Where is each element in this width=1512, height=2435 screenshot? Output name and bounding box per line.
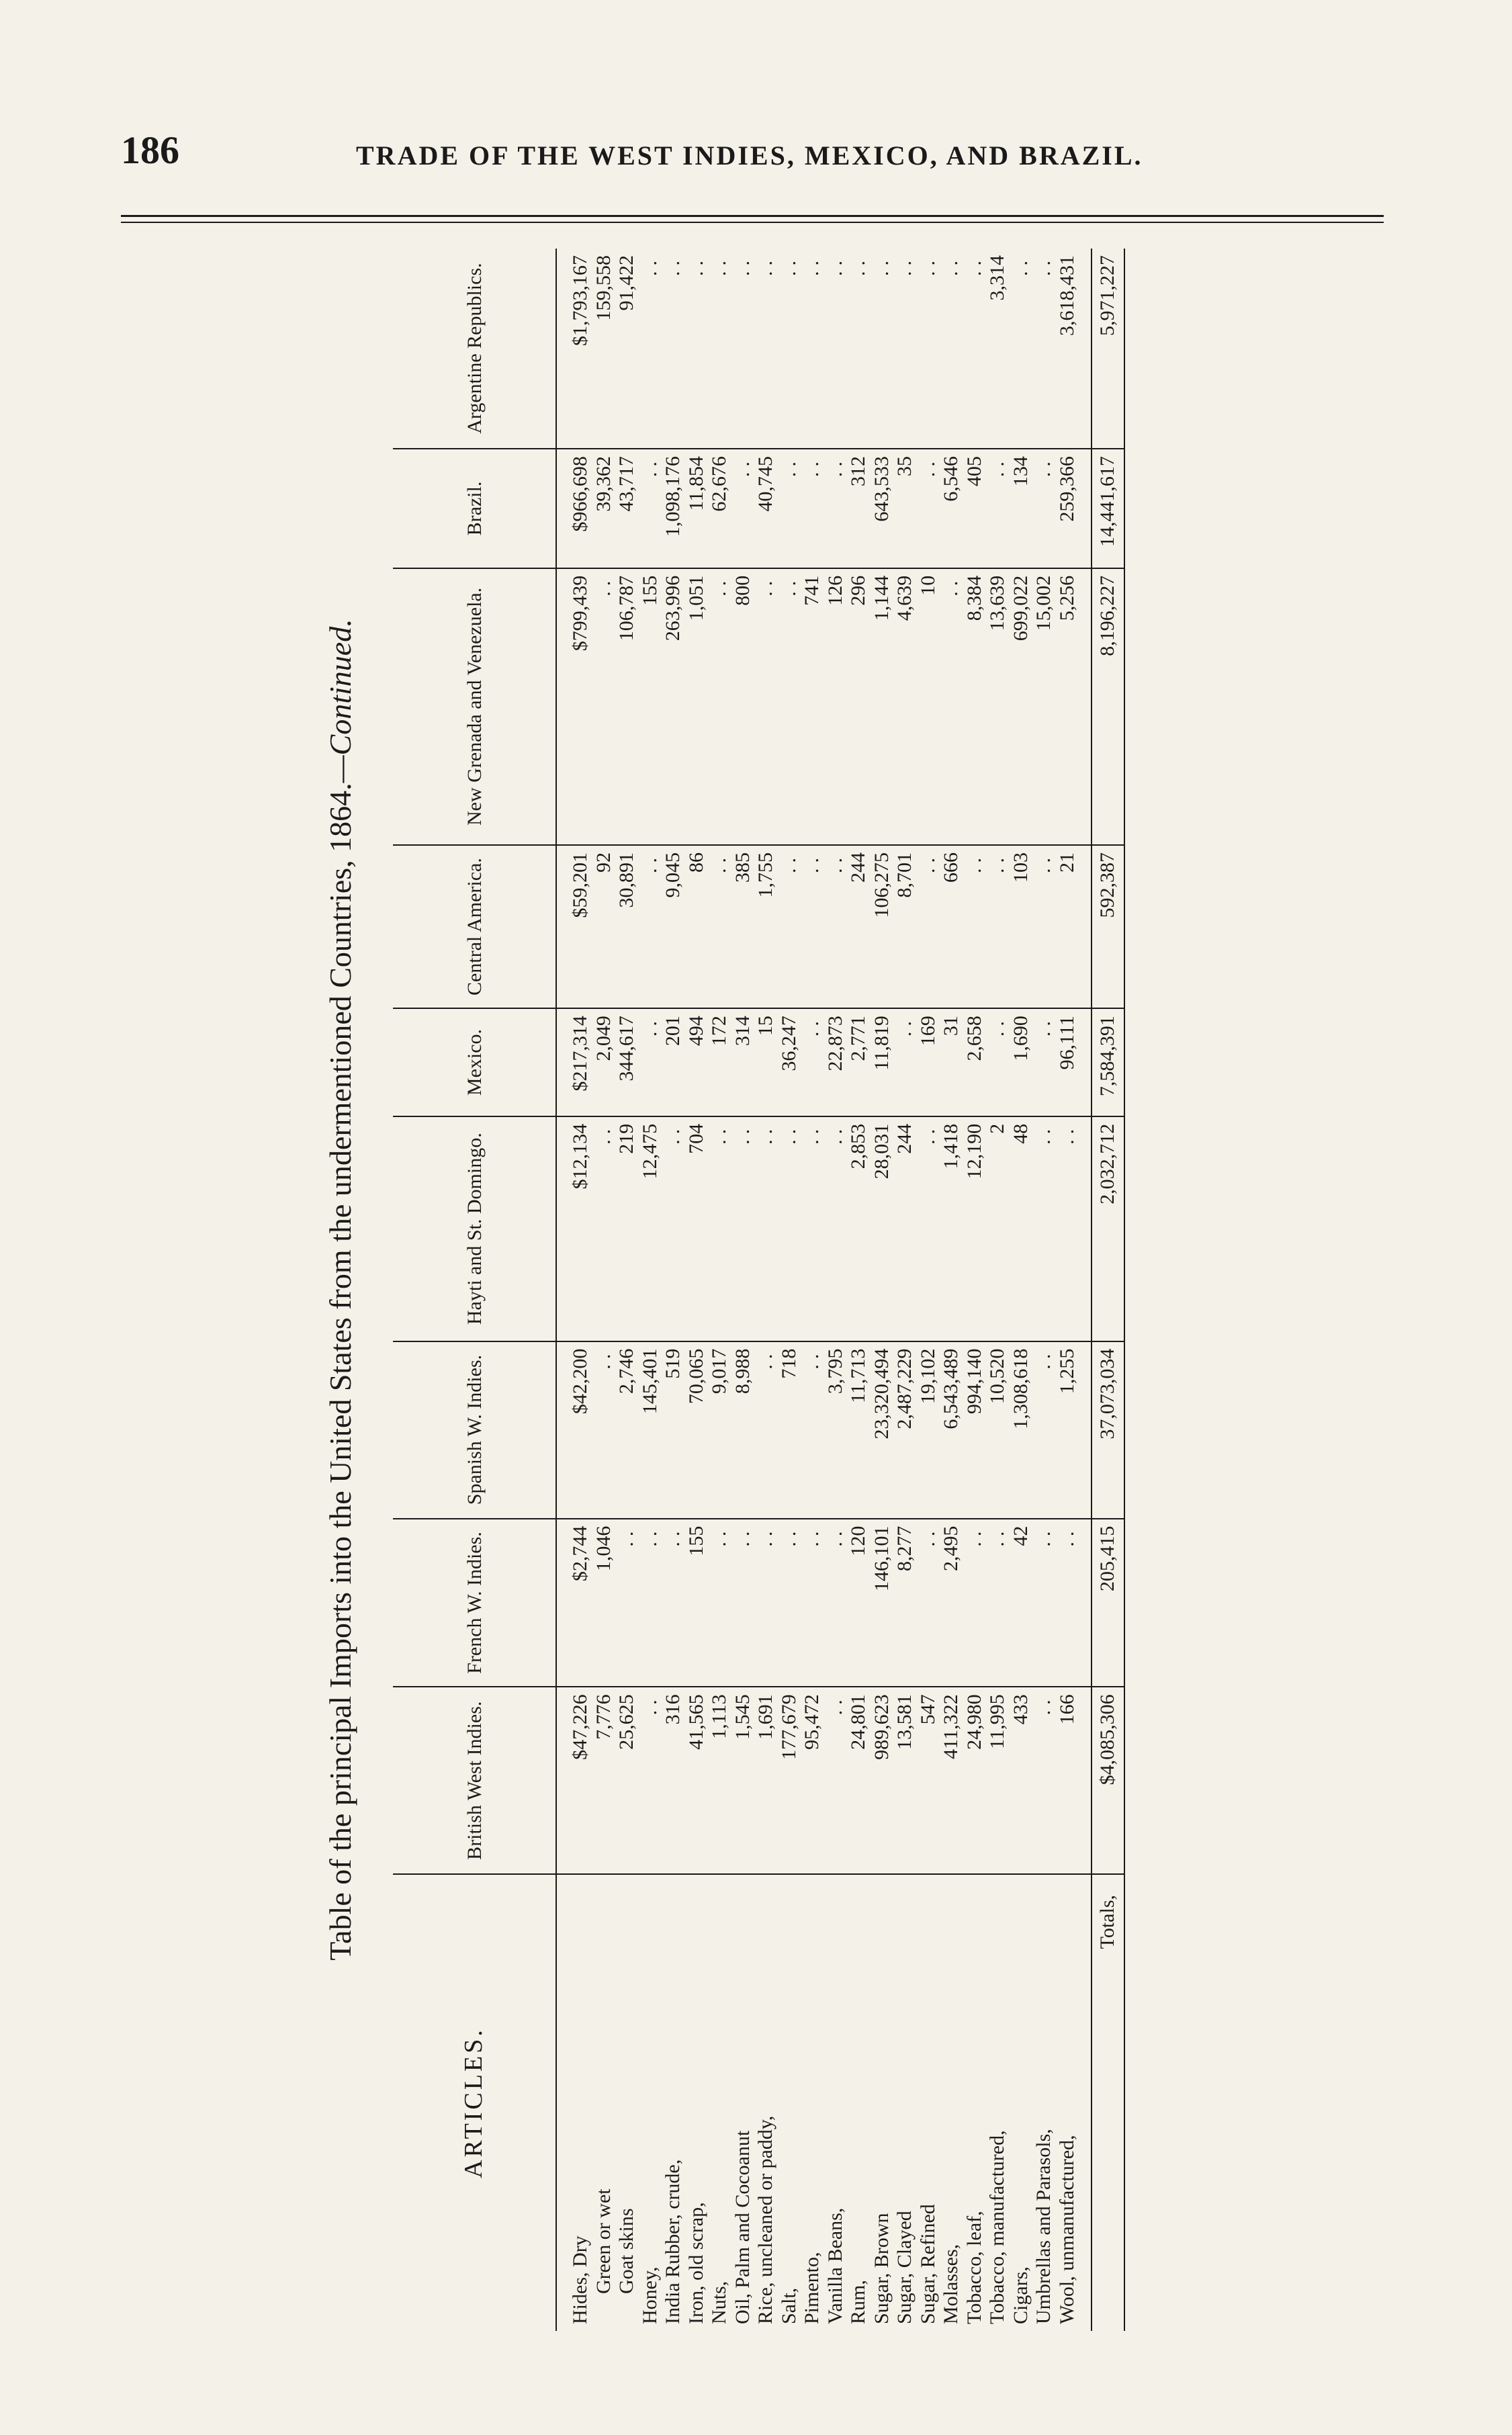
value-cell: ..: [847, 249, 871, 449]
value-cell: 40,745: [754, 449, 778, 568]
total-cell: 592,387: [1092, 845, 1124, 1008]
value-cell: 30,891: [615, 845, 639, 1008]
value-cell: 1,418: [940, 1116, 963, 1341]
value-cell: 1,255: [1056, 1341, 1092, 1519]
caption-main: Table of the principal Imports into the United States from the undermentioned Countries, 1864.: [323, 783, 357, 1961]
value-cell: 10,520: [986, 1341, 1010, 1519]
header-mexico: Mexico.: [393, 1008, 556, 1116]
value-cell: 6,543,489: [940, 1341, 963, 1519]
table-row: [940, 249, 963, 2331]
value-cell: ..: [592, 1116, 616, 1341]
value-cell: 433: [1010, 1687, 1033, 1874]
table-row: [708, 249, 731, 2331]
article-cell: Oil, Palm and Cocoanut: [731, 2130, 754, 2324]
value-cell: ..: [731, 1116, 755, 1341]
totals-row: [1092, 249, 1124, 2331]
value-cell: 12,475: [639, 1116, 662, 1341]
table-row: [754, 249, 778, 2331]
value-cell: $42,200: [556, 1341, 592, 1519]
table-row: [847, 249, 871, 2331]
value-cell: 24,801: [847, 1687, 871, 1874]
value-cell: ..: [871, 249, 894, 449]
value-cell: ..: [708, 1116, 731, 1341]
value-cell: ..: [1032, 1519, 1056, 1687]
value-cell: ..: [801, 1116, 824, 1341]
value-cell: 169: [917, 1008, 940, 1116]
value-cell: 91,422: [615, 249, 639, 449]
running-head: TRADE OF THE WEST INDIES, MEXICO, AND BRAZIL.: [356, 140, 1143, 171]
value-cell: 5,256: [1056, 568, 1092, 845]
value-cell: 643,533: [871, 449, 894, 568]
value-cell: 35: [893, 449, 917, 568]
value-cell: 43,717: [615, 449, 639, 568]
value-cell: 1,144: [871, 568, 894, 845]
value-cell: 1,690: [1010, 1008, 1033, 1116]
value-cell: ..: [754, 1519, 778, 1687]
value-cell: 2,049: [592, 1008, 616, 1116]
article-cell: Molasses,: [940, 2244, 962, 2324]
value-cell: 31: [940, 1008, 963, 1116]
value-cell: $217,314: [556, 1008, 592, 1116]
value-cell: 1,113: [708, 1687, 731, 1874]
article-cell: Iron, old scrap,: [684, 2202, 707, 2324]
value-cell: ..: [801, 1341, 824, 1519]
value-cell: 166: [1056, 1687, 1092, 1874]
article-cell: India Rubber, crude,: [662, 2159, 684, 2324]
value-cell: 11,713: [847, 1341, 871, 1519]
header-rule: [121, 215, 1384, 217]
article-cell: Honey,: [638, 2266, 661, 2324]
value-cell: 494: [685, 1008, 709, 1116]
value-cell: ..: [754, 249, 778, 449]
total-cell: 2,032,712: [1092, 1116, 1124, 1341]
value-cell: ..: [778, 1519, 801, 1687]
value-cell: 316: [662, 1687, 685, 1874]
value-cell: 989,623: [871, 1687, 894, 1874]
value-cell: ..: [662, 1519, 685, 1687]
rotated-content: [322, 249, 1236, 2331]
article-cell: Rice, uncleaned or paddy,: [754, 2115, 776, 2324]
value-cell: ..: [986, 1008, 1010, 1116]
value-cell: ..: [708, 249, 731, 449]
value-cell: ..: [1056, 1116, 1092, 1341]
value-cell: 10: [917, 568, 940, 845]
value-cell: 344,617: [615, 1008, 639, 1116]
value-cell: 3,618,431: [1056, 249, 1092, 449]
rotated-table-area: [322, 249, 1236, 2331]
header-spanish-west-indies: Spanish W. Indies.: [393, 1341, 556, 1519]
value-cell: 11,819: [871, 1008, 894, 1116]
value-cell: ..: [1032, 1341, 1056, 1519]
value-cell: 1,308,618: [1010, 1341, 1033, 1519]
value-cell: 13,639: [986, 568, 1010, 845]
table-caption: [322, 249, 358, 2331]
totals-label: Totals,: [1092, 1874, 1124, 2331]
value-cell: ..: [917, 449, 940, 568]
caption-continued: —Continued.: [323, 619, 357, 783]
header-central-america: Central America.: [393, 845, 556, 1008]
value-cell: $12,134: [556, 1116, 592, 1341]
value-cell: ..: [986, 845, 1010, 1008]
value-cell: $59,201: [556, 845, 592, 1008]
value-cell: 1,051: [685, 568, 709, 845]
value-cell: $1,793,167: [556, 249, 592, 449]
article-cell: Sugar, Refined: [916, 2204, 939, 2324]
table-row: [592, 249, 616, 2331]
value-cell: 120: [847, 1519, 871, 1687]
value-cell: 201: [662, 1008, 685, 1116]
table-row: [639, 249, 662, 2331]
article-cell: Vanilla Beans,: [824, 2207, 846, 2324]
value-cell: 4,639: [893, 568, 917, 845]
value-cell: 800: [731, 568, 755, 845]
value-cell: ..: [592, 1341, 616, 1519]
value-cell: 62,676: [708, 449, 731, 568]
article-cell: Tobacco, manufactured,: [986, 2130, 1008, 2324]
value-cell: ..: [754, 1341, 778, 1519]
value-cell: 994,140: [963, 1341, 987, 1519]
article-cell: Hides, Dry: [569, 2235, 591, 2324]
table-row: [556, 249, 592, 2331]
value-cell: ..: [615, 1519, 639, 1687]
article-cell: Wool, unmanufactured,: [1055, 2135, 1078, 2324]
value-cell: 2,771: [847, 1008, 871, 1116]
value-cell: 312: [847, 449, 871, 568]
value-cell: ..: [639, 449, 662, 568]
value-cell: 718: [778, 1341, 801, 1519]
value-cell: ..: [731, 249, 755, 449]
value-cell: ..: [801, 449, 824, 568]
imports-table: [393, 249, 1125, 2331]
table-row: [963, 249, 987, 2331]
value-cell: ..: [639, 1008, 662, 1116]
article-cell: Nuts,: [708, 2281, 730, 2324]
header-new-grenada-venezuela: New Grenada and Venezuela.: [393, 568, 556, 845]
value-cell: 106,787: [615, 568, 639, 845]
value-cell: ..: [917, 1519, 940, 1687]
article-cell: Cigars,: [1009, 2266, 1032, 2324]
value-cell: 70,065: [685, 1341, 709, 1519]
value-cell: ..: [731, 1519, 755, 1687]
value-cell: ..: [940, 568, 963, 845]
value-cell: ..: [1010, 249, 1033, 449]
value-cell: 95,472: [801, 1687, 824, 1874]
page-number: 186: [121, 128, 179, 172]
table-row: [1032, 249, 1056, 2331]
value-cell: 3,314: [986, 249, 1010, 449]
total-cell: 5,971,227: [1092, 249, 1124, 449]
value-cell: 2: [986, 1116, 1010, 1341]
value-cell: ..: [1032, 1687, 1056, 1874]
value-cell: 145,401: [639, 1341, 662, 1519]
table-row: [824, 249, 848, 2331]
value-cell: 155: [685, 1519, 709, 1687]
value-cell: 666: [940, 845, 963, 1008]
value-cell: ..: [917, 1116, 940, 1341]
value-cell: ..: [754, 1116, 778, 1341]
table-body: [556, 249, 1092, 2331]
value-cell: ..: [1032, 449, 1056, 568]
value-cell: 3,795: [824, 1341, 848, 1519]
value-cell: 704: [685, 1116, 709, 1341]
value-cell: ..: [778, 449, 801, 568]
value-cell: 42: [1010, 1519, 1033, 1687]
value-cell: 2,487,229: [893, 1341, 917, 1519]
value-cell: 385: [731, 845, 755, 1008]
value-cell: 296: [847, 568, 871, 845]
value-cell: ..: [708, 1519, 731, 1687]
total-cell: 205,415: [1092, 1519, 1124, 1687]
value-cell: 155: [639, 568, 662, 845]
table-row: [685, 249, 709, 2331]
value-cell: 36,247: [778, 1008, 801, 1116]
article-cell: Pimento,: [801, 2252, 823, 2324]
page-header: [101, 128, 1243, 181]
value-cell: 1,755: [754, 845, 778, 1008]
value-cell: ..: [824, 1687, 848, 1874]
header-french-west-indies: French W. Indies.: [393, 1519, 556, 1687]
value-cell: ..: [639, 845, 662, 1008]
value-cell: 11,854: [685, 449, 709, 568]
header-rule-thin: [121, 222, 1384, 223]
value-cell: ..: [639, 1519, 662, 1687]
value-cell: ..: [801, 249, 824, 449]
value-cell: ..: [778, 568, 801, 845]
value-cell: ..: [801, 1519, 824, 1687]
value-cell: 146,101: [871, 1519, 894, 1687]
value-cell: ..: [778, 845, 801, 1008]
value-cell: ..: [1032, 249, 1056, 449]
value-cell: ..: [824, 249, 848, 449]
value-cell: 28,031: [871, 1116, 894, 1341]
value-cell: 12,190: [963, 1116, 987, 1341]
value-cell: 8,988: [731, 1341, 755, 1519]
table-row: [801, 249, 824, 2331]
total-cell: 14,441,617: [1092, 449, 1124, 568]
value-cell: ..: [639, 1687, 662, 1874]
value-cell: 2,495: [940, 1519, 963, 1687]
value-cell: 19,102: [917, 1341, 940, 1519]
value-cell: 23,320,494: [871, 1341, 894, 1519]
article-cell: Tobacco, leaf,: [963, 2211, 985, 2324]
value-cell: 25,625: [615, 1687, 639, 1874]
value-cell: 96,111: [1056, 1008, 1092, 1116]
value-cell: 263,996: [662, 568, 685, 845]
value-cell: 41,565: [685, 1687, 709, 1874]
value-cell: ..: [708, 568, 731, 845]
value-cell: 103: [1010, 845, 1033, 1008]
header-british-west-indies: British West Indies.: [393, 1687, 556, 1874]
value-cell: ..: [824, 449, 848, 568]
value-cell: ..: [986, 1519, 1010, 1687]
value-cell: 2,658: [963, 1008, 987, 1116]
value-cell: ..: [917, 845, 940, 1008]
total-cell: 8,196,227: [1092, 568, 1124, 845]
article-cell: Salt,: [777, 2287, 800, 2324]
value-cell: 259,366: [1056, 449, 1092, 568]
value-cell: ..: [1032, 1008, 1056, 1116]
value-cell: 244: [893, 1116, 917, 1341]
value-cell: 244: [847, 845, 871, 1008]
value-cell: 1,545: [731, 1687, 755, 1874]
value-cell: 48: [1010, 1116, 1033, 1341]
value-cell: 547: [917, 1687, 940, 1874]
article-cell: Sugar, Clayed: [893, 2211, 916, 2324]
table-row: [917, 249, 940, 2331]
table-row: [893, 249, 917, 2331]
article-cell: Umbrellas and Parasols,: [1032, 2129, 1055, 2324]
article-cell: Green or wet: [592, 2188, 615, 2294]
value-cell: ..: [940, 249, 963, 449]
value-cell: ..: [963, 1519, 987, 1687]
total-cell: 37,073,034: [1092, 1341, 1124, 1519]
table-row: [662, 249, 685, 2331]
value-cell: ..: [1032, 1116, 1056, 1341]
value-cell: 159,558: [592, 249, 616, 449]
article-cell: Rum,: [847, 2280, 869, 2324]
value-cell: 405: [963, 449, 987, 568]
value-cell: 7,776: [592, 1687, 616, 1874]
value-cell: 1,046: [592, 1519, 616, 1687]
value-cell: 15: [754, 1008, 778, 1116]
value-cell: ..: [778, 1116, 801, 1341]
value-cell: 2,746: [615, 1341, 639, 1519]
value-cell: 126: [824, 568, 848, 845]
value-cell: 741: [801, 568, 824, 845]
value-cell: ..: [662, 1116, 685, 1341]
table-row: [778, 249, 801, 2331]
value-cell: $47,226: [556, 1687, 592, 1874]
value-cell: ..: [639, 249, 662, 449]
value-cell: ..: [778, 249, 801, 449]
header-hayti-st-domingo: Hayti and St. Domingo.: [393, 1116, 556, 1341]
value-cell: ..: [592, 568, 616, 845]
table-row: [1010, 249, 1033, 2331]
value-cell: ..: [754, 568, 778, 845]
value-cell: 9,045: [662, 845, 685, 1008]
value-cell: 22,873: [824, 1008, 848, 1116]
value-cell: 8,384: [963, 568, 987, 845]
header-argentine-republics: Argentine Republics.: [393, 249, 556, 449]
value-cell: 1,691: [754, 1687, 778, 1874]
value-cell: 39,362: [592, 449, 616, 568]
table-row: [731, 249, 755, 2331]
value-cell: ..: [801, 845, 824, 1008]
value-cell: 1,098,176: [662, 449, 685, 568]
value-cell: 8,277: [893, 1519, 917, 1687]
value-cell: 24,980: [963, 1687, 987, 1874]
value-cell: 172: [708, 1008, 731, 1116]
value-cell: ..: [685, 249, 709, 449]
value-cell: $799,439: [556, 568, 592, 845]
article-cell: Goat skins: [615, 2208, 637, 2294]
value-cell: ..: [824, 1116, 848, 1341]
table-row: [1056, 249, 1092, 2331]
value-cell: ..: [963, 249, 987, 449]
value-cell: 11,995: [986, 1687, 1010, 1874]
header-articles: ARTICLES.: [393, 1874, 556, 2331]
value-cell: 519: [662, 1341, 685, 1519]
value-cell: 86: [685, 845, 709, 1008]
value-cell: 219: [615, 1116, 639, 1341]
value-cell: ..: [731, 449, 755, 568]
value-cell: ..: [662, 249, 685, 449]
value-cell: 134: [1010, 449, 1033, 568]
value-cell: 21: [1056, 845, 1092, 1008]
value-cell: ..: [1056, 1519, 1092, 1687]
value-cell: ..: [893, 1008, 917, 1116]
total-cell: 7,584,391: [1092, 1008, 1124, 1116]
value-cell: ..: [917, 249, 940, 449]
value-cell: 15,002: [1032, 568, 1056, 845]
table-row: [615, 249, 639, 2331]
value-cell: 8,701: [893, 845, 917, 1008]
total-cell: $4,085,306: [1092, 1687, 1124, 1874]
value-cell: ..: [801, 1008, 824, 1116]
value-cell: ..: [824, 1519, 848, 1687]
table-header-row: [393, 249, 556, 2331]
table-row: [986, 249, 1010, 2331]
value-cell: ..: [986, 449, 1010, 568]
value-cell: 2,853: [847, 1116, 871, 1341]
value-cell: $2,744: [556, 1519, 592, 1687]
value-cell: ..: [963, 845, 987, 1008]
value-cell: ..: [708, 845, 731, 1008]
value-cell: 411,322: [940, 1687, 963, 1874]
value-cell: 6,546: [940, 449, 963, 568]
value-cell: 9,017: [708, 1341, 731, 1519]
value-cell: 106,275: [871, 845, 894, 1008]
table-row: [871, 249, 894, 2331]
value-cell: 92: [592, 845, 616, 1008]
value-cell: $966,698: [556, 449, 592, 568]
value-cell: 13,581: [893, 1687, 917, 1874]
value-cell: ..: [893, 249, 917, 449]
value-cell: 177,679: [778, 1687, 801, 1874]
article-cell: Sugar, Brown: [870, 2213, 893, 2324]
value-cell: ..: [1032, 845, 1056, 1008]
header-brazil: Brazil.: [393, 449, 556, 568]
value-cell: 699,022: [1010, 568, 1033, 845]
value-cell: 314: [731, 1008, 755, 1116]
value-cell: ..: [824, 845, 848, 1008]
